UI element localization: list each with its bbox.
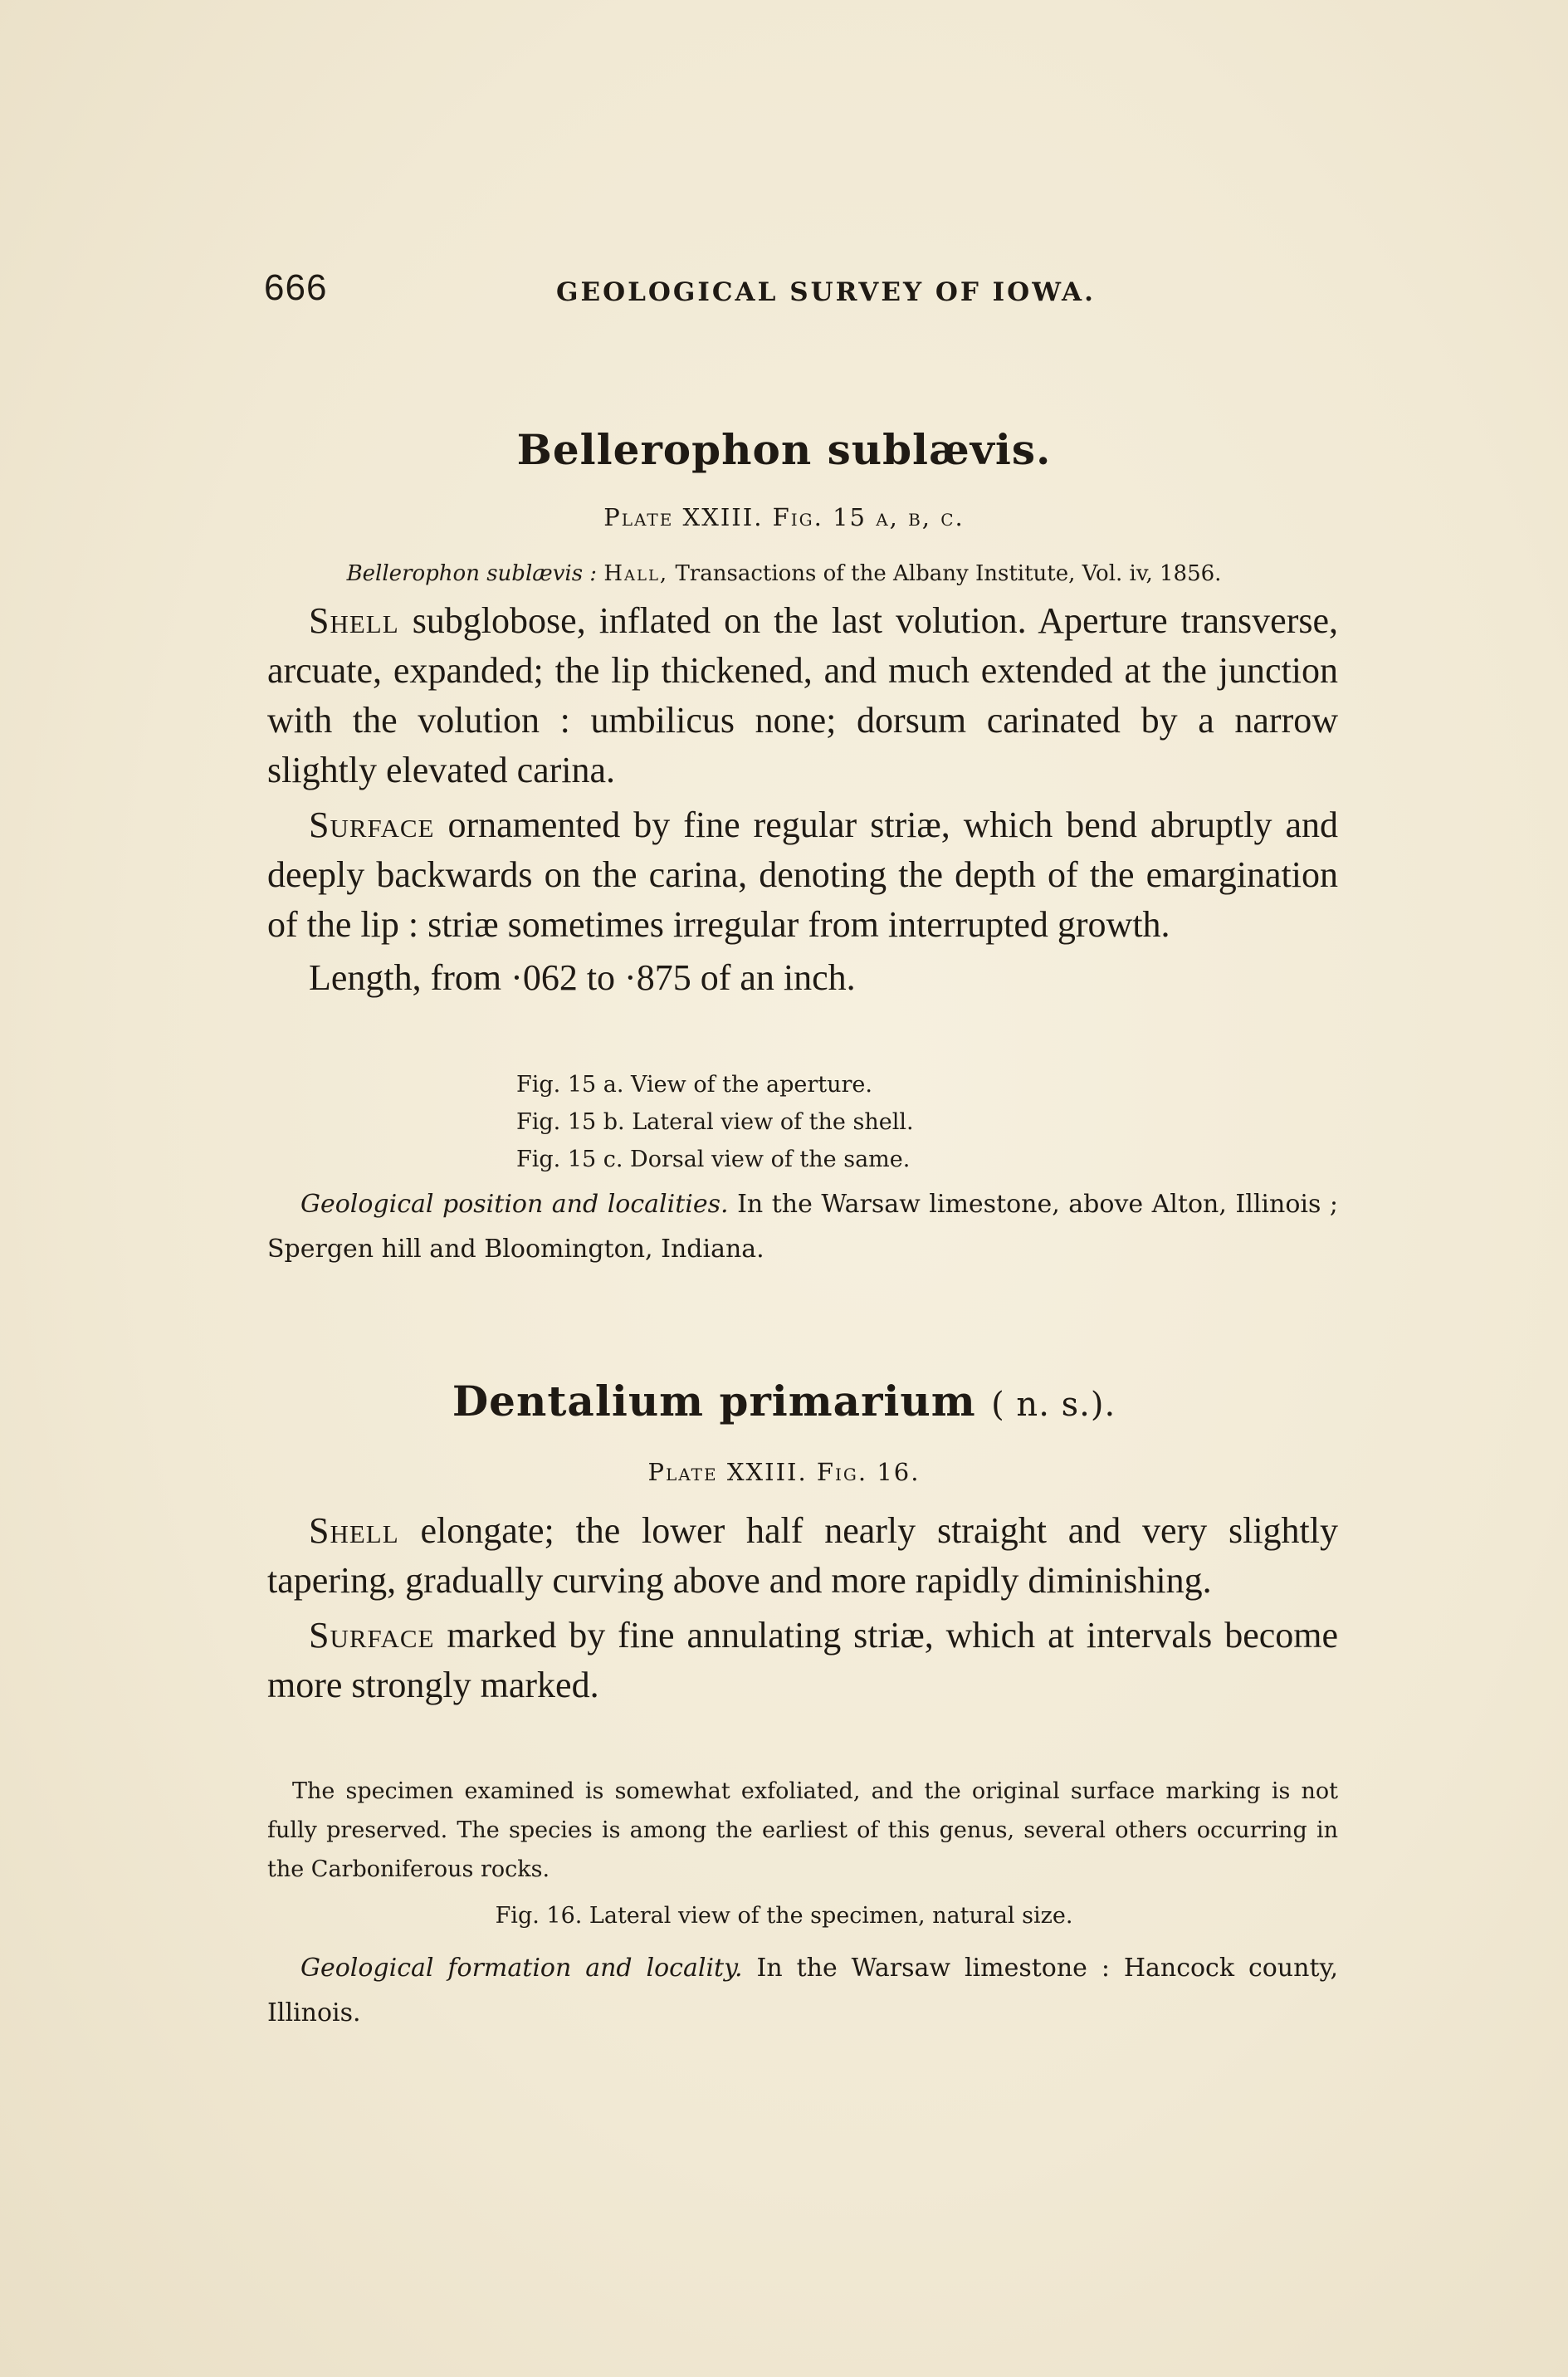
figure-caption-16: Fig. 16. Lateral view of the specimen, natural size. <box>495 1903 1073 1929</box>
figure-caption: Fig. 15 c. Dorsal view of the same. <box>516 1147 911 1172</box>
figure-caption: Fig. 15 b. Lateral view of the shell. <box>516 1109 914 1135</box>
locality-label: Geological formation and locality. <box>300 1954 743 1983</box>
locality-label: Geological position and localities. <box>300 1190 729 1219</box>
species2-name: Dentalium primarium <box>452 1377 976 1426</box>
surface-text: ornamented by fine regular striæ, which bend abruptly and deeply backwards on the carina, denoting the depth of the emargination of the lip : striæ sometimes irregular from interrupted growth. <box>267 805 1339 945</box>
running-header <box>264 267 1343 317</box>
figure-list-1 <box>516 1066 1263 1178</box>
surface-paragraph <box>267 1611 1338 1710</box>
synonymy-citation: Transactions of the Albany Institute, Vol. iv, 1856. <box>675 561 1222 586</box>
species1-description <box>267 596 1338 1003</box>
specimen-note <box>267 1772 1338 1889</box>
locality-paragraph-1 <box>267 1182 1338 1272</box>
running-title: GEOLOGICAL SURVEY OF IOWA. <box>556 277 1096 307</box>
shell-lead: Shell <box>309 1510 399 1551</box>
note-text: The specimen examined is somewhat exfoliated, and the original surface marking is not fully preserved. The species is among the earliest of this genus, several others occurring in the Carboniferous rocks. <box>267 1778 1338 1882</box>
shell-text: subglobose, inflated on the last volution. Aperture transverse, arcuate, expanded; the lip thickened, and much extended at the junction with the volution : umbilicus none; dorsum carinated by a narrow slightly elevated carina. <box>267 600 1338 790</box>
shell-paragraph <box>267 1506 1338 1606</box>
plate-reference-2: Plate XXIII. Fig. 16. <box>647 1458 921 1486</box>
locality-paragraph-2 <box>267 1946 1338 2036</box>
new-species-marker: ( n. s.). <box>991 1386 1116 1424</box>
page-number: 666 <box>264 267 328 308</box>
surface-paragraph <box>267 800 1338 950</box>
species2-description <box>267 1506 1338 1710</box>
plate-reference-1: Plate XXIII. Fig. 15 a, b, c. <box>603 503 965 531</box>
synonymy-author: Hall, <box>603 561 669 586</box>
figure-caption: Fig. 15 a. View of the aperture. <box>516 1072 872 1098</box>
synonymy-name: Bellerophon sublævis : <box>346 561 598 586</box>
surface-lead: Surface <box>309 805 435 845</box>
species-title-dentalium <box>0 1377 1568 1426</box>
shell-text: elongate; the lower half nearly straight and very slightly tapering, gradually curving above and more rapidly diminishing. <box>267 1510 1339 1601</box>
length-paragraph: Length, from ·062 to ·875 of an inch. <box>309 957 856 998</box>
synonymy-line <box>0 561 1568 586</box>
surface-text: marked by fine annulating striæ, which at intervals become more strongly marked. <box>267 1615 1339 1705</box>
species-title-bellerophon: Bellerophon sublævis. <box>516 425 1052 474</box>
surface-lead: Surface <box>309 1615 435 1656</box>
locality-text: In the Warsaw limestone : Hancock county, Illinois. <box>267 1954 1339 2027</box>
shell-lead: Shell <box>309 600 399 641</box>
locality-text: In the Warsaw limestone, above Alton, Illinois ; Spergen hill and Bloomington, Indiana. <box>267 1190 1338 1264</box>
shell-paragraph <box>267 596 1338 795</box>
